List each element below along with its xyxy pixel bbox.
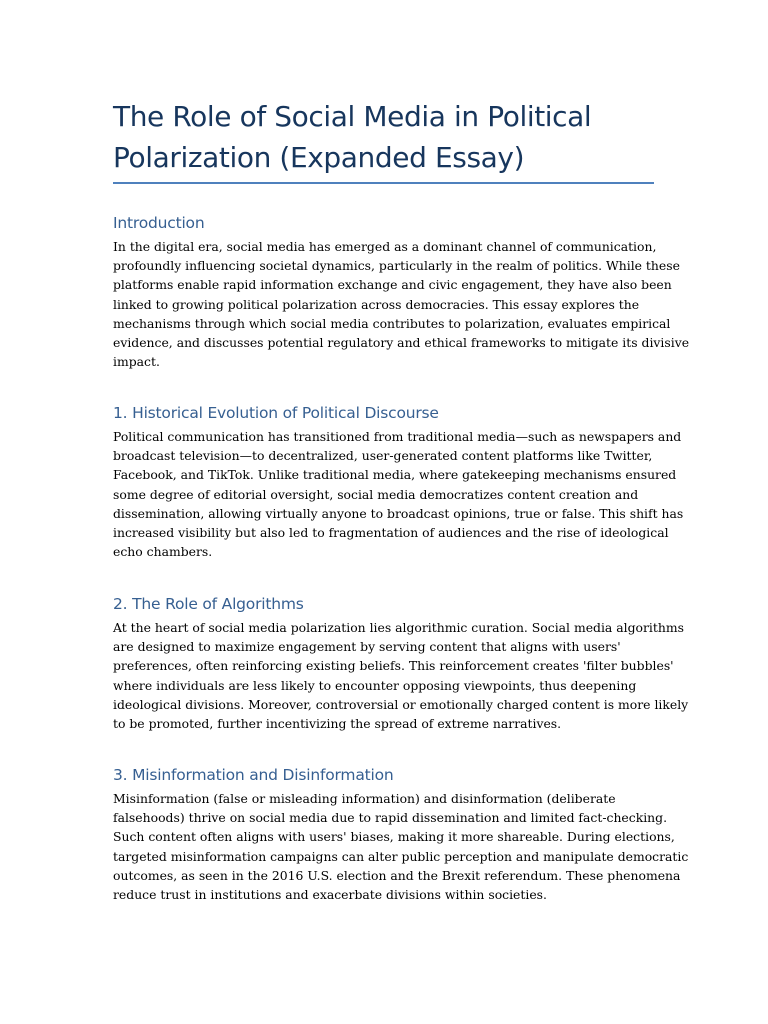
paragraph-line: impact. [113, 354, 160, 370]
paragraph-line: to be promoted, further incentivizing the spread of extreme narratives. [113, 716, 562, 732]
paragraph-line: evidence, and discusses potential regulatory and ethical frameworks to mitigate its divisive [113, 335, 690, 351]
section-paragraph [113, 789, 689, 904]
paragraph-line: are designed to maximize engagement by serving content that aligns with users' [113, 639, 621, 655]
paragraph-line: reduce trust in institutions and exacerbate divisions within societies. [113, 887, 547, 903]
paragraph-line: ideological divisions. Moreover, controversial or emotionally charged content is more likely [113, 696, 689, 712]
section-heading: 1. Historical Evolution of Political Discourse [113, 404, 439, 422]
paragraph-line: increased visibility but also led to fragmentation of audiences and the rise of ideological [113, 525, 669, 541]
paragraph-line: falsehoods) thrive on social media due to rapid dissemination and limited fact-checking. [113, 810, 668, 826]
paragraph-line: targeted misinformation campaigns can alter public perception and manipulate democratic [113, 848, 689, 864]
paragraph-line: where individuals are less likely to encounter opposing viewpoints, thus deepening [113, 677, 637, 693]
section-heading: 2. The Role of Algorithms [113, 595, 304, 613]
paragraph-line: echo chambers. [113, 544, 213, 560]
paragraph-line: broadcast television—to decentralized, user-generated content platforms like Twitter, [113, 448, 653, 464]
paragraph-line: outcomes, as seen in the 2016 U.S. election and the Brexit referendum. These phenomena [113, 867, 681, 883]
section-paragraph [113, 237, 690, 371]
paragraph-line: Political communication has transitioned from traditional media—such as newspapers and [113, 429, 682, 444]
section-paragraph [113, 427, 684, 561]
paragraph-line: platforms enable rapid information exchange and civic engagement, they have also been [113, 277, 672, 293]
title-underline-rule [113, 182, 654, 184]
paragraph-line: Misinformation (false or misleading information) and disinformation (deliberate [113, 791, 616, 806]
paragraph-line: linked to growing political polarization across democracies. This essay explores the [113, 296, 640, 312]
title-line: Polarization (Expanded Essay) [113, 141, 525, 174]
section-misinformation [113, 765, 689, 904]
title-line: The Role of Social Media in Political [113, 100, 592, 133]
paragraph-line: preferences, often reinforcing existing beliefs. This reinforcement creates 'filter bubbles' [113, 658, 674, 674]
paragraph-line: mechanisms through which social media contributes to polarization, evaluates empirical [113, 315, 671, 331]
paragraph-line: Such content often aligns with users' biases, making it more shareable. During elections, [113, 829, 675, 845]
section-heading: 3. Misinformation and Disinformation [113, 766, 394, 784]
paragraph-line: Facebook, and TikTok. Unlike traditional media, where gatekeeping mechanisms ensured [113, 467, 677, 483]
section-role-of-algorithms [113, 594, 689, 733]
section-heading: Introduction [113, 214, 205, 232]
paragraph-line: dissemination, allowing virtually anyone to broadcast opinions, true or false. This shift has [113, 505, 684, 521]
paragraph-line: profoundly influencing societal dynamics, particularly in the realm of politics. While these [113, 258, 680, 274]
paragraph-line: In the digital era, social media has emerged as a dominant channel of communication, [113, 239, 657, 254]
section-introduction [113, 213, 690, 371]
document-title [113, 96, 658, 178]
section-historical-evolution [113, 403, 684, 561]
document-content [113, 96, 690, 903]
section-paragraph [113, 618, 689, 733]
paragraph-line: At the heart of social media polarization lies algorithmic curation. Social media algorithms [113, 620, 684, 635]
paragraph-line: some degree of editorial oversight, social media democratizes content creation and [113, 486, 639, 502]
